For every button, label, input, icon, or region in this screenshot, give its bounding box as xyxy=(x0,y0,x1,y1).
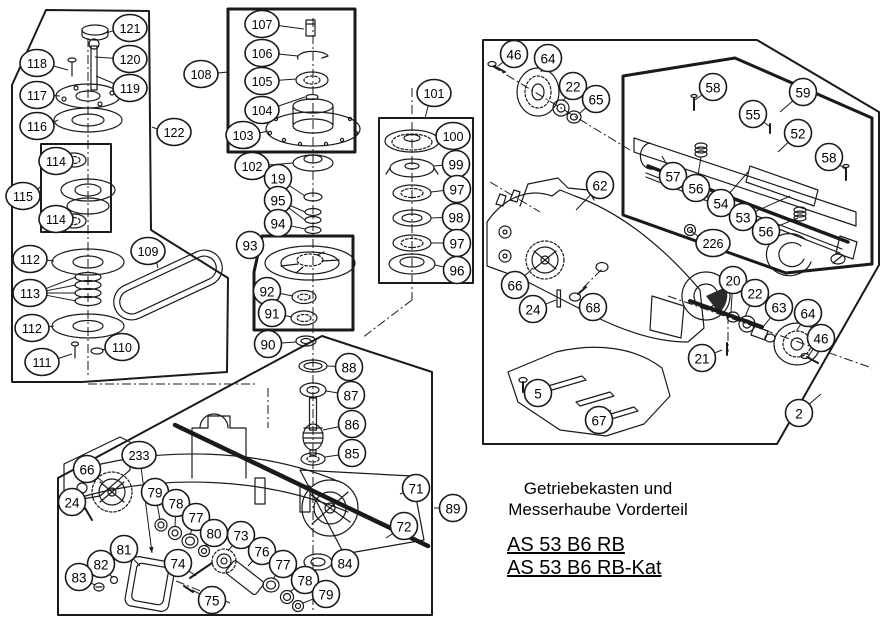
svg-text:80: 80 xyxy=(206,526,222,542)
svg-text:108: 108 xyxy=(190,68,212,82)
ring-80 xyxy=(199,546,210,557)
svg-text:54: 54 xyxy=(713,196,729,212)
pin-75 xyxy=(184,586,193,592)
svg-text:96: 96 xyxy=(449,263,465,279)
svg-text:110: 110 xyxy=(112,341,132,355)
callout-46 xyxy=(498,41,528,68)
callout-87 xyxy=(326,382,365,409)
callout-55 xyxy=(740,101,770,128)
svg-text:24: 24 xyxy=(525,302,541,318)
callout-68 xyxy=(580,294,607,321)
callout-98 xyxy=(431,204,470,231)
svg-text:76: 76 xyxy=(254,544,270,560)
svg-text:90: 90 xyxy=(260,337,276,353)
callout-91 xyxy=(259,300,293,327)
svg-text:67: 67 xyxy=(591,413,607,429)
callout-114 xyxy=(39,206,73,233)
svg-text:99: 99 xyxy=(448,157,464,173)
callout-111 xyxy=(25,349,72,376)
svg-text:78: 78 xyxy=(168,496,184,512)
callout-115 xyxy=(6,183,41,210)
svg-text:24: 24 xyxy=(64,495,80,511)
bearing-105 xyxy=(296,72,328,88)
svg-text:56: 56 xyxy=(688,181,704,197)
nut-65 xyxy=(567,111,581,123)
callout-97 xyxy=(431,230,471,257)
callout-52 xyxy=(778,120,812,153)
svg-text:68: 68 xyxy=(585,300,601,316)
callout-67 xyxy=(586,407,613,434)
svg-text:86: 86 xyxy=(344,417,360,433)
svg-text:92: 92 xyxy=(259,284,275,300)
callout-114 xyxy=(39,148,73,175)
svg-text:65: 65 xyxy=(588,92,604,108)
svg-text:75: 75 xyxy=(204,593,220,609)
svg-text:87: 87 xyxy=(343,388,359,404)
svg-text:20: 20 xyxy=(725,273,741,289)
callout-64 xyxy=(535,45,562,73)
svg-text:66: 66 xyxy=(79,462,95,478)
caption-line-1: Getriebekasten und xyxy=(523,479,673,498)
callout-96 xyxy=(435,257,471,284)
svg-text:83: 83 xyxy=(71,570,87,586)
callout-100 xyxy=(436,123,470,150)
svg-text:91: 91 xyxy=(264,306,280,322)
callout-105 xyxy=(245,68,296,95)
callout-56 xyxy=(683,157,710,202)
callout-94 xyxy=(265,210,306,237)
model-name-2: AS 53 B6 RB-Kat xyxy=(507,556,662,579)
ring-79a xyxy=(155,519,167,531)
svg-text:81: 81 xyxy=(116,542,132,558)
callout-113 xyxy=(13,277,76,307)
svg-text:97: 97 xyxy=(449,236,465,252)
callout-118 xyxy=(20,50,68,77)
callout-117 xyxy=(20,82,60,109)
callout-122 xyxy=(152,119,191,146)
callout-99 xyxy=(434,151,470,178)
svg-text:100: 100 xyxy=(442,130,464,144)
svg-text:119: 119 xyxy=(120,82,140,96)
svg-text:57: 57 xyxy=(665,169,681,185)
model-list xyxy=(497,534,699,580)
callout-109 xyxy=(131,238,165,269)
callout-24 xyxy=(520,296,557,323)
svg-text:114: 114 xyxy=(46,213,66,227)
svg-text:109: 109 xyxy=(137,245,159,259)
svg-text:98: 98 xyxy=(448,210,464,226)
ring-78b xyxy=(281,591,294,604)
window xyxy=(650,296,684,338)
svg-text:59: 59 xyxy=(795,85,811,101)
pinion-73 xyxy=(212,549,236,573)
callout-120 xyxy=(95,46,147,73)
svg-text:105: 105 xyxy=(251,75,273,89)
callout-84 xyxy=(331,550,359,577)
caption-line-2: Messerhaube Vorderteil xyxy=(508,500,688,520)
bushing-77a xyxy=(182,534,198,548)
svg-text:2: 2 xyxy=(795,406,803,422)
svg-text:84: 84 xyxy=(337,556,353,572)
callout-71 xyxy=(400,475,430,502)
svg-text:5: 5 xyxy=(534,386,542,402)
callout-106 xyxy=(245,40,298,67)
callout-58 xyxy=(816,144,846,171)
svg-text:62: 62 xyxy=(592,178,608,194)
callout-59 xyxy=(780,79,817,113)
svg-text:63: 63 xyxy=(771,300,787,316)
svg-text:112: 112 xyxy=(20,253,40,267)
callout-5 xyxy=(525,380,552,407)
svg-text:71: 71 xyxy=(408,481,424,497)
bushing-77b xyxy=(263,578,279,592)
svg-text:122: 122 xyxy=(163,126,185,140)
key-107 xyxy=(306,20,315,36)
screw-82 xyxy=(111,577,118,584)
callout-86 xyxy=(323,411,366,438)
callout-101 xyxy=(417,80,451,119)
callout-75 xyxy=(192,587,226,614)
svg-text:89: 89 xyxy=(445,501,461,517)
svg-text:233: 233 xyxy=(128,449,150,463)
svg-text:121: 121 xyxy=(119,22,141,36)
bottom-region-outline xyxy=(58,336,432,615)
svg-text:114: 114 xyxy=(46,155,66,169)
svg-text:95: 95 xyxy=(270,193,286,209)
callout-121 xyxy=(102,15,147,42)
svg-text:120: 120 xyxy=(119,53,141,67)
svg-text:66: 66 xyxy=(507,278,523,294)
svg-text:82: 82 xyxy=(93,557,109,573)
svg-text:104: 104 xyxy=(251,104,273,118)
pulley-93 xyxy=(265,246,355,280)
sleeve-76 xyxy=(225,560,265,596)
callout-80 xyxy=(201,520,228,547)
nut-92 xyxy=(292,291,316,304)
callout-22 xyxy=(742,280,769,318)
bolt-46a xyxy=(494,66,505,72)
svg-text:64: 64 xyxy=(800,306,816,322)
callout-21 xyxy=(689,345,723,372)
svg-text:77: 77 xyxy=(275,557,291,573)
callout-226 xyxy=(690,230,730,257)
svg-text:56: 56 xyxy=(758,224,774,240)
callout-108 xyxy=(184,61,228,88)
svg-text:116: 116 xyxy=(27,120,47,134)
shaft-74 xyxy=(190,563,212,578)
callout-97 xyxy=(431,176,471,203)
svg-text:112: 112 xyxy=(22,322,42,336)
svg-text:55: 55 xyxy=(745,107,761,123)
drive-belt xyxy=(108,244,228,326)
svg-text:111: 111 xyxy=(32,356,52,370)
callout-116 xyxy=(20,113,58,140)
figure-caption xyxy=(497,478,699,580)
callout-110 xyxy=(102,334,139,361)
shaft-119 xyxy=(91,46,97,90)
svg-text:79: 79 xyxy=(318,587,334,603)
callout-85 xyxy=(325,440,366,467)
svg-text:107: 107 xyxy=(251,18,273,32)
svg-text:103: 103 xyxy=(232,129,254,143)
nut-91 xyxy=(291,311,317,325)
svg-text:117: 117 xyxy=(27,89,47,103)
model-name-1: AS 53 B6 RB xyxy=(507,533,625,556)
svg-text:74: 74 xyxy=(170,556,186,572)
svg-text:113: 113 xyxy=(20,287,40,301)
svg-text:52: 52 xyxy=(790,126,806,142)
svg-text:58: 58 xyxy=(821,150,837,166)
callout-74 xyxy=(165,550,197,577)
svg-text:88: 88 xyxy=(341,360,357,376)
svg-text:78: 78 xyxy=(297,573,313,589)
callout-103 xyxy=(226,122,268,149)
svg-text:79: 79 xyxy=(147,485,163,501)
callout-119 xyxy=(96,75,147,102)
callout-66 xyxy=(74,456,104,483)
callout-88 xyxy=(327,354,363,381)
svg-text:46: 46 xyxy=(813,331,829,347)
svg-text:106: 106 xyxy=(251,47,273,61)
svg-text:118: 118 xyxy=(27,57,47,71)
svg-text:19: 19 xyxy=(270,171,286,187)
svg-text:21: 21 xyxy=(694,351,710,367)
svg-text:97: 97 xyxy=(449,182,465,198)
svg-text:22: 22 xyxy=(565,79,581,95)
callout-93 xyxy=(237,232,264,259)
ring-79b xyxy=(293,601,304,612)
svg-text:58: 58 xyxy=(705,80,721,96)
washer-110 xyxy=(91,348,103,354)
callout-112 xyxy=(13,246,54,273)
callout-72 xyxy=(386,513,418,540)
svg-text:72: 72 xyxy=(396,519,412,535)
callout-89 xyxy=(434,495,467,522)
ring-78a xyxy=(169,527,182,540)
svg-text:226: 226 xyxy=(702,237,724,251)
svg-text:53: 53 xyxy=(735,210,751,226)
svg-text:85: 85 xyxy=(344,446,360,462)
svg-text:77: 77 xyxy=(188,510,204,526)
callout-107 xyxy=(245,11,304,38)
svg-text:73: 73 xyxy=(233,528,249,544)
svg-text:115: 115 xyxy=(13,190,33,204)
svg-text:64: 64 xyxy=(540,51,556,67)
svg-text:102: 102 xyxy=(241,160,263,174)
callout-58 xyxy=(695,74,727,101)
callout-24 xyxy=(59,489,87,516)
svg-text:101: 101 xyxy=(423,87,445,101)
svg-text:93: 93 xyxy=(242,238,258,254)
callout-112 xyxy=(15,315,54,342)
svg-text:46: 46 xyxy=(506,47,522,63)
svg-text:22: 22 xyxy=(747,286,763,302)
svg-text:94: 94 xyxy=(270,216,286,232)
